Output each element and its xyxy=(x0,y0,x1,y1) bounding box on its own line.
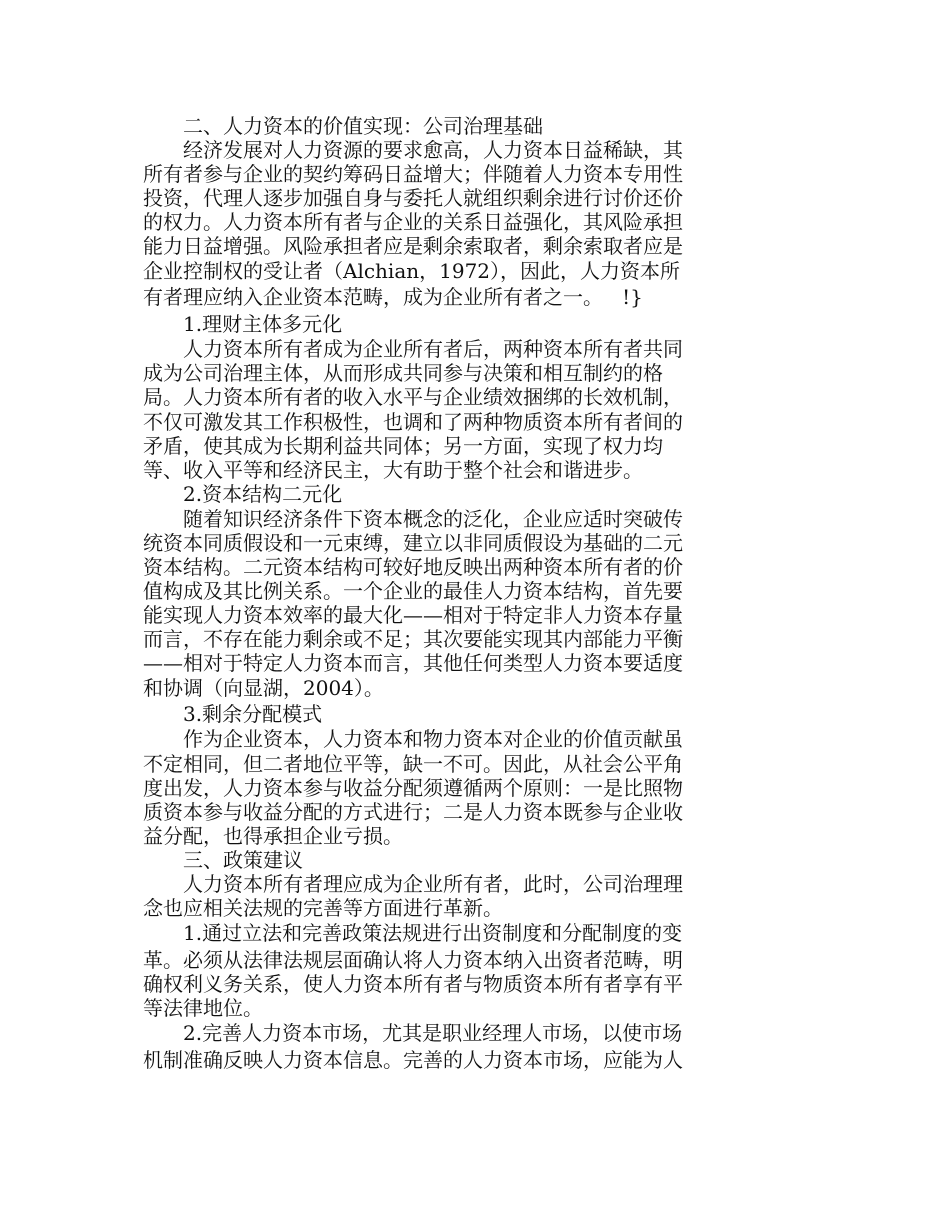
paragraph-line: 质资本参与收益分配的方式进行；二是人力资本既参与企业收 xyxy=(143,799,683,824)
paragraph-line: 投资，代理人逐步加强自身与委托人就组织剩余进行讨价还价 xyxy=(143,186,683,211)
document-page xyxy=(143,114,743,1072)
subheading-3: 3.剩余分配模式 xyxy=(183,702,323,727)
paragraph-line: 随着知识经济条件下资本概念的泛化，企业应适时突破传 xyxy=(183,506,683,531)
section-heading-2: 二、人力资本的价值实现：公司治理基础 xyxy=(183,114,543,138)
paragraph-line: 不定相同，但二者地位平等，缺一不可。因此，从社会公平角 xyxy=(143,751,683,776)
paragraph-line: 作为企业资本，人力资本和物力资本对企业的价值贡献虽 xyxy=(183,727,683,752)
subheading-1: 1.理财主体多元化 xyxy=(183,312,343,337)
paragraph-line: 矛盾，使其成为长期利益共同体；另一方面，实现了权力均 xyxy=(143,433,663,458)
paragraph-line: 而言，不存在能力剩余或不足；其次要能实现其内部能力平衡 xyxy=(143,627,683,652)
paragraph-line: 人力资本所有者理应成为企业所有者，此时，公司治理理 xyxy=(183,872,683,897)
paragraph-line: 资本结构。二元资本结构可较好地反映出两种资本所有者的价 xyxy=(143,555,683,580)
paragraph-line: 2.完善人力资本市场，尤其是职业经理人市场，以使市场 xyxy=(183,1021,683,1046)
paragraph-line: 革。必须从法律法规层面确认将人力资本纳入出资者范畴，明 xyxy=(143,948,683,972)
paragraph-line: 不仅可激发其工作积极性，也调和了两种物质资本所有者间的 xyxy=(143,409,683,434)
paragraph-line: 统资本同质假设和一元束缚，建立以非同质假设为基础的二元 xyxy=(143,531,683,555)
paragraph-line: 值构成及其比例关系。一个企业的最佳人力资本结构，首先要 xyxy=(143,579,683,604)
paragraph-line: 所有者参与企业的契约筹码日益增大；伴随着人力资本专用性 xyxy=(143,162,683,187)
paragraph-line: 人力资本所有者成为企业所有者后，两种资本所有者共同 xyxy=(183,337,683,362)
paragraph-line: 能实现人力资本效率的最大化——相对于特定非人力资本存量 xyxy=(143,603,683,628)
paragraph-line: 的权力。人力资本所有者与企业的关系日益强化，其风险承担 xyxy=(143,210,683,235)
paragraph-line: 局。人力资本所有者的收入水平与企业绩效捆绑的长效机制， xyxy=(143,385,683,410)
paragraph-line: 念也应相关法规的完善等方面进行革新。 xyxy=(143,896,503,921)
paragraph-line: 确权利义务关系，使人力资本所有者与物质资本所有者享有平 xyxy=(143,972,683,997)
paragraph-line: 和协调（向显湖，2004）。 xyxy=(143,675,384,700)
paragraph-line: 有者理应纳入企业资本范畴，成为企业所有者之一。 !} xyxy=(143,285,643,310)
paragraph-line: 1.通过立法和完善政策法规进行出资制度和分配制度的变 xyxy=(183,921,683,946)
paragraph-line: 机制准确反映人力资本信息。完善的人力资本市场，应能为人 xyxy=(143,1048,683,1073)
paragraph-line: 成为公司治理主体，从而形成共同参与决策和相互制约的格 xyxy=(143,361,663,386)
paragraph-line: 经济发展对人力资源的要求愈高，人力资本日益稀缺，其 xyxy=(183,138,683,163)
paragraph-line: 企业控制权的受让者（Alchian，1972），因此，人力资本所 xyxy=(143,258,681,283)
paragraph-line: 能力日益增强。风险承担者应是剩余索取者，剩余索取者应是 xyxy=(143,234,683,259)
paragraph-line: 益分配，也得承担企业亏损。 xyxy=(143,823,403,848)
section-heading-3: 三、政策建议 xyxy=(183,847,303,872)
paragraph-line: ——相对于特定人力资本而言，其他任何类型人力资本要适度 xyxy=(143,651,683,676)
paragraph-line: 等法律地位。 xyxy=(143,996,263,1021)
subheading-2: 2.资本结构二元化 xyxy=(183,481,343,506)
paragraph-line: 等、收入平等和经济民主，大有助于整个社会和谐进步。 xyxy=(143,457,643,482)
paragraph-line: 度出发，人力资本参与收益分配须遵循两个原则：一是比照物 xyxy=(143,775,683,800)
